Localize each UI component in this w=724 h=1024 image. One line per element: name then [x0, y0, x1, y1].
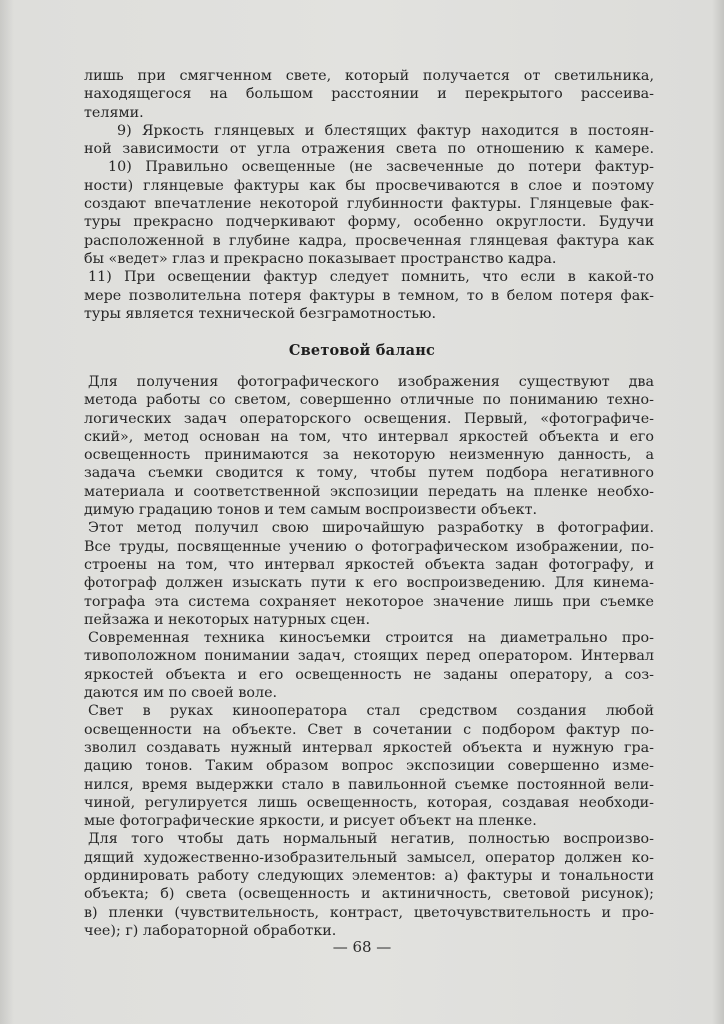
text-line: метода работы со светом, совершенно отличные по пониманию техно-: [84, 392, 654, 409]
text-line: создают впечатление некоторой глубинности фактуры. Глянцевые фак-: [84, 196, 654, 213]
text-line: тографа эта система сохраняет некоторое значение лишь при съемке: [84, 593, 654, 610]
text-line: мере позволительна потеря фактуры в темном, то в белом потеря фак-: [84, 287, 654, 304]
text-line: ной зависимости от угла отражения света по отношению к камере.: [84, 141, 654, 158]
text-line: Для получения фотографического изображения существуют два: [88, 374, 654, 390]
text-line: расположенной в глубине кадра, просвеченная глянцевая фактура как: [84, 232, 654, 249]
text-line: тивоположном понимании задач, стоящих перед оператором. Интервал: [84, 648, 654, 665]
text-line: телями.: [84, 104, 144, 121]
text-line: димую градацию тонов и тем самым воспроизвести объект.: [84, 502, 538, 519]
text-line: туры является технической безграмотностью.: [84, 305, 437, 322]
text-line: чее); г) лабораторной обработки.: [84, 922, 337, 939]
text-line: Для того чтобы дать нормальный негатив, полностью воспроизво-: [88, 831, 654, 848]
text-line: лишь при смягченном свете, который получается от светильника,: [84, 68, 654, 84]
body-paragraphs: [84, 373, 654, 940]
text-line: находящегося на большом расстоянии и перекрытого рассеива-: [84, 86, 654, 103]
text-line: логических задач операторского освещения. Первый, «фотографиче-: [84, 410, 654, 427]
text-line: Этот метод получил свою широчайшую разработку в фотографии.: [88, 520, 654, 537]
text-line: дацию тонов. Таким образом вопрос экспозиции совершенно изме-: [84, 758, 654, 775]
text-line: 11) При освещении фактур следует помнить, что если в какой-то: [88, 269, 654, 286]
text-line: объекта; б) света (освещенность и актиничность, световой рисунок);: [84, 886, 654, 903]
top-paragraphs: [84, 67, 654, 323]
text-line: строены на том, что интервал яркостей объекта задан фотографу, и: [84, 556, 654, 573]
text-line: пейзажа и некоторых натурных сцен.: [84, 611, 371, 628]
text-line: Современная техника киносъемки строится на диаметрально про-: [88, 630, 654, 647]
page-number: — 68 —: [332, 938, 392, 956]
text-line: мые фотографические яркости, и рисует объект на пленке.: [84, 813, 537, 830]
text-line: ности) глянцевые фактуры как бы просвечиваются в слое и поэтому: [84, 177, 654, 194]
text-line: материала и соответственной экспозиции передать на пленке необхо-: [84, 483, 654, 500]
text-line: освещенности на объекте. Свет в сочетании с подбором фактур по-: [84, 721, 654, 738]
text-line: даются им по своей воле.: [84, 685, 278, 702]
text-line: нился, время выдержки стало в павильонной съемке постоянной вели-: [84, 776, 654, 793]
text-line: дящий художественно-изобразительный замысел, оператор должен ко-: [84, 849, 654, 866]
text-line: ординировать работу следующих элементов: а) фактуры и тональности: [84, 868, 654, 885]
text-line: чиной, регулируется лишь освещенность, которая, создавая необходи-: [84, 794, 654, 811]
text-line: яркостей объекта и его освещенность не заданы оператору, а соз-: [84, 666, 654, 683]
text-line: 10) Правильно освещенные (не засвеченные до потери фактур-: [108, 159, 654, 176]
text-line: фотограф должен изыскать пути к его воспроизведению. Для кинема-: [84, 575, 654, 592]
text-line: освещенность принимаются за некоторую неизменную данность, а: [84, 447, 654, 464]
section-heading: Световой баланс: [288, 342, 436, 359]
text-line: туры прекрасно подчеркивают форму, особенно округлости. Будучи: [84, 214, 654, 231]
text-line: бы «ведет» глаз и прекрасно показывает пространство кадра.: [84, 250, 557, 267]
text-line: Все труды, посвященные учению о фотографическом изображении, по-: [84, 538, 654, 555]
text-line: в) пленки (чувствительность, контраст, цветочувствительность и про-: [84, 904, 654, 921]
text-line: зволил создавать нужный интервал яркостей объекта и нужную гра-: [84, 739, 654, 756]
text-line: ский», метод основан на том, что интервал яркостей объекта и его: [84, 428, 654, 445]
text-line: 9) Яркость глянцевых и блестящих фактур находится в постоян-: [117, 122, 654, 139]
text-line: Свет в руках кинооператора стал средством создания любой: [88, 703, 654, 720]
text-line: задача съемки сводится к тому, чтобы путем подбора негативного: [84, 465, 654, 482]
